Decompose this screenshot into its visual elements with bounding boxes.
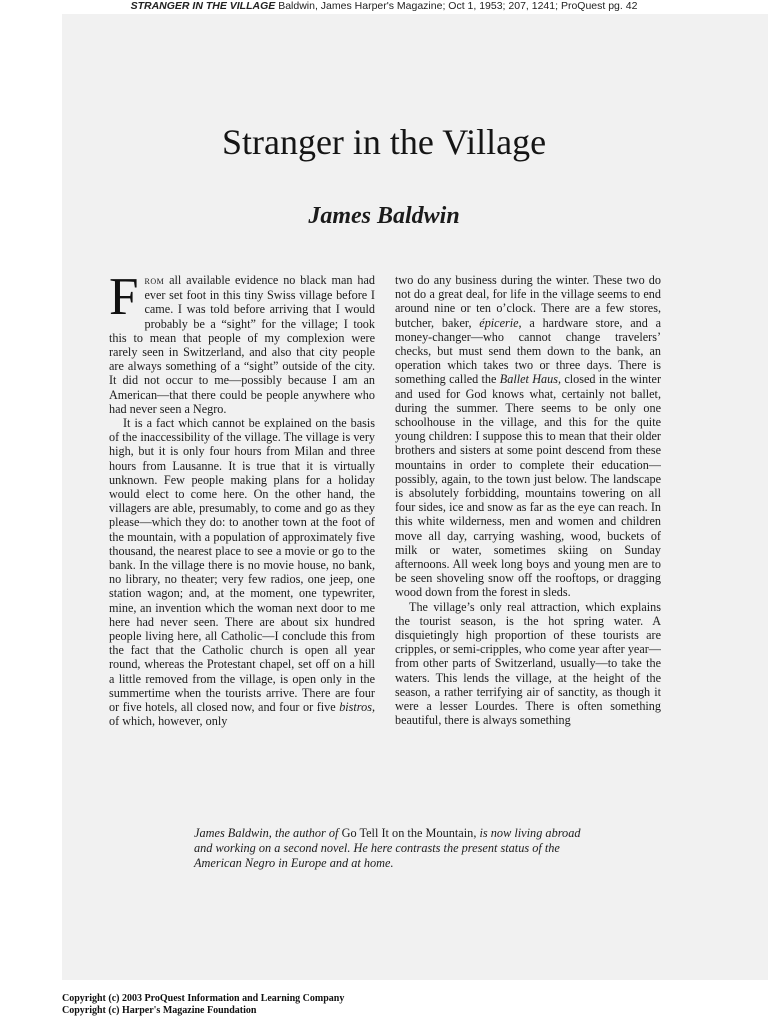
- paragraph-text: two do any business during the winter. These two do not do a great deal, for life in the village seems to end around nine or ten o’clock. There are a few stores, butcher, baker,: [395, 273, 661, 330]
- copyright-line: Copyright (c) Harper's Magazine Foundation: [62, 1005, 257, 1016]
- paragraph-text: It is a fact which cannot be explained on the basis of the inaccessibility of the village. The village is very high, but it is only four hours from Milan and three hours from Lausanne. It is true that it is virtually unknown. Few people making plans for a holiday would elect to come here. On the other hand, the villagers are able, presumably, to come and go as they please—which they do: to another town at the foot of the mountain, with a population of approximately five thousand, the nearest place to see a movie or go to the bank. In the village there is no movie house, no bank, no library, no theater; very few radios, one jeep, one station wagon; and, at the moment, one typewriter, mine, an invention which the woman next door to me here had never seen. There are about six hundred people living here, all Catholic—I conclude this from the fact that the Catholic church is open all year round, whereas the Protestant chapel, set off on a hill a little removed from the village, is open only in the summertime when the tourists arrive. There are four or five hotels, all closed now, and four or five: [109, 416, 375, 715]
- drop-cap: F: [109, 273, 139, 326]
- small-caps-lead: rom: [144, 275, 165, 287]
- book-title: Go Tell It on the Mountain,: [341, 826, 477, 840]
- copyright-notice: [62, 993, 344, 1017]
- body-column-right: [395, 273, 661, 813]
- article-title: Stranger in the Village: [221, 122, 547, 162]
- italic-term: bistros,: [339, 700, 375, 715]
- bio-text: is now living abroad and working on a second novel. He here contrasts the present status of the American Negro in Europe and at home.: [194, 826, 581, 871]
- italic-term: Ballet Haus,: [499, 372, 562, 387]
- paragraph-opening: [109, 273, 375, 416]
- bio-text: James Baldwin, the author of: [194, 826, 342, 840]
- paragraph-text: a hardware store, and a money-changer—who cannot change travelers’ checks, but must send them down to the bank, an operation which takes two or three days. There is something called the: [395, 315, 661, 387]
- paragraph: [109, 416, 375, 728]
- article-author: James Baldwin: [308, 203, 460, 229]
- paragraph-text: closed in the winter and used for God knows what, certainly not ballet, during the summer. There seems to be only one schoolhouse in the village, and this for the quite young children: I suppose this to mean that their older brothers and sisters at some point descend from these mountains in order to complete their education—possibly, again, to the town just below. The landscape is absolutely forbidding, mountains towering on all four sides, ice and snow as far as the eye can reach. In this white wilderness, men and women and children move all day, carrying washing, wood, buckets of milk or water, sometimes skiing on Sunday afternoons. All week long boys and young men are to be seen shoveling snow off the rooftops, or dragging wood down from the forest in sleds.: [395, 372, 661, 600]
- citation-header: [0, 0, 768, 14]
- paragraph-text: all available evidence no black man had ever set foot in this tiny Swiss village before I came. I was told before arriving that I would probably be a “sight” for the village; I took this to mean that people of my complexion were rarely seen in Switzerland, and also that city people are always something of a “sight” outside of the city. It did not occur to me—possibly because I am an American—that there could be people anywhere who had never seen a Negro.: [109, 273, 375, 416]
- paragraph: [395, 273, 661, 600]
- paragraph-text: of which, however, only: [109, 714, 228, 729]
- author-bio: [194, 826, 594, 872]
- citation-details: Baldwin, James Harper's Magazine; Oct 1, 1953; 207, 1241; ProQuest pg. 42: [275, 0, 638, 12]
- paragraph: The village’s only real attraction, which explains the tourist season, is the hot spring water. A disquietingly high proportion of these tourists are cripples, or semi-cripples, who come year after year—from other parts of Switzerland, usually—to take the waters. This lends the village, at the height of the season, a rather terrifying air of sanctity, as though it were a lesser Lourdes. There is often something beautiful, there is always something: [395, 599, 661, 728]
- citation-article-title: STRANGER IN THE VILLAGE: [130, 0, 276, 12]
- copyright-line: Copyright (c) 2003 ProQuest Information and Learning Company: [62, 993, 345, 1004]
- body-column-left: [109, 273, 375, 813]
- italic-term: épicerie,: [479, 315, 522, 330]
